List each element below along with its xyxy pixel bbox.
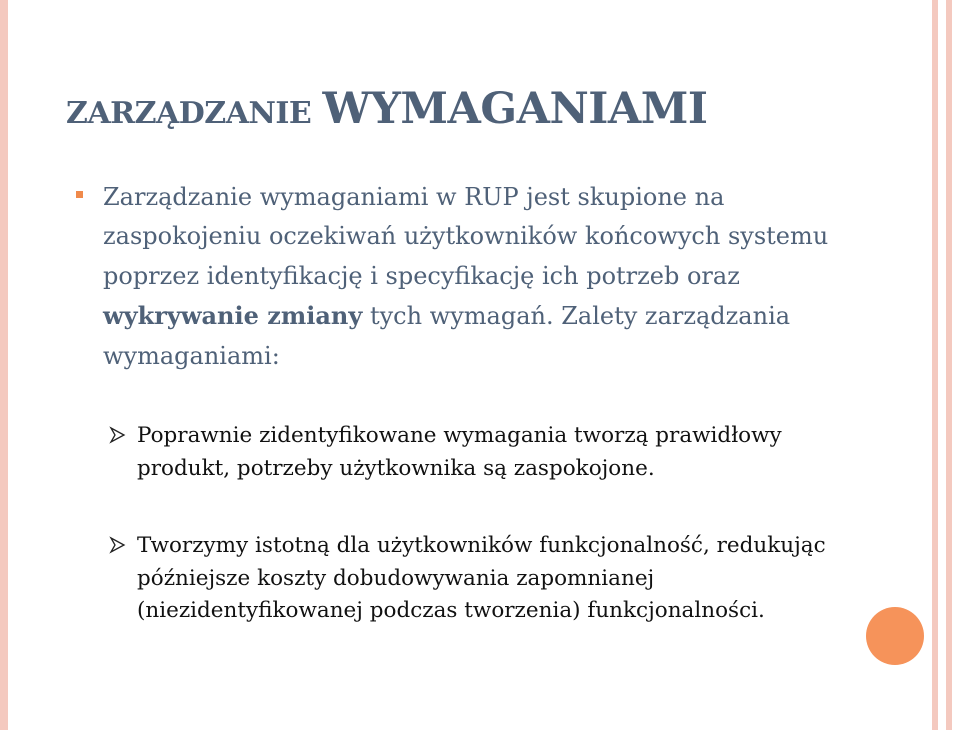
decorative-orange-circle xyxy=(866,607,924,665)
main-bullet-lead: Zarządzanie wymaganiami w RUP jest skupione na zaspokojeniu oczekiwań użytkowników końcowych systemu poprzez identyfikację i specyfikację ich potrzeb oraz xyxy=(103,183,829,290)
sub-bullet-1-text: Poprawnie zidentyfikowane wymagania tworzą prawidłowy produkt, potrzeby użytkownika są zaspokojone. xyxy=(137,423,782,481)
arrowhead-bullet-icon xyxy=(108,536,126,554)
main-bullet-text xyxy=(103,178,833,376)
title-part-2: WYMAGANIAMI xyxy=(322,84,708,134)
square-bullet-icon xyxy=(76,191,83,198)
right-decorative-stripe-1 xyxy=(932,0,938,730)
main-bullet-bold: wykrywanie zmiany xyxy=(103,301,363,331)
main-bullet xyxy=(76,178,836,376)
sub-bullet-2-text: Tworzymy istotną dla użytkowników funkcjonalność, redukując późniejsze koszty dobudowywania zapomnianej (niezidentyfikowanej podczas tworzenia) funkcjonalności. xyxy=(137,533,826,623)
slide-title xyxy=(66,84,708,134)
sub-bullet-1 xyxy=(106,420,866,485)
left-decorative-stripe xyxy=(0,0,8,730)
arrowhead-bullet-icon xyxy=(108,426,126,444)
main-bullet-tail: tych wymagań. Zalety zarządzania wymaganiami: xyxy=(103,302,791,370)
sub-bullet-2 xyxy=(106,530,866,628)
right-decorative-stripe-2 xyxy=(946,0,952,730)
title-part-1: ZARZĄDZANIE xyxy=(66,96,312,131)
